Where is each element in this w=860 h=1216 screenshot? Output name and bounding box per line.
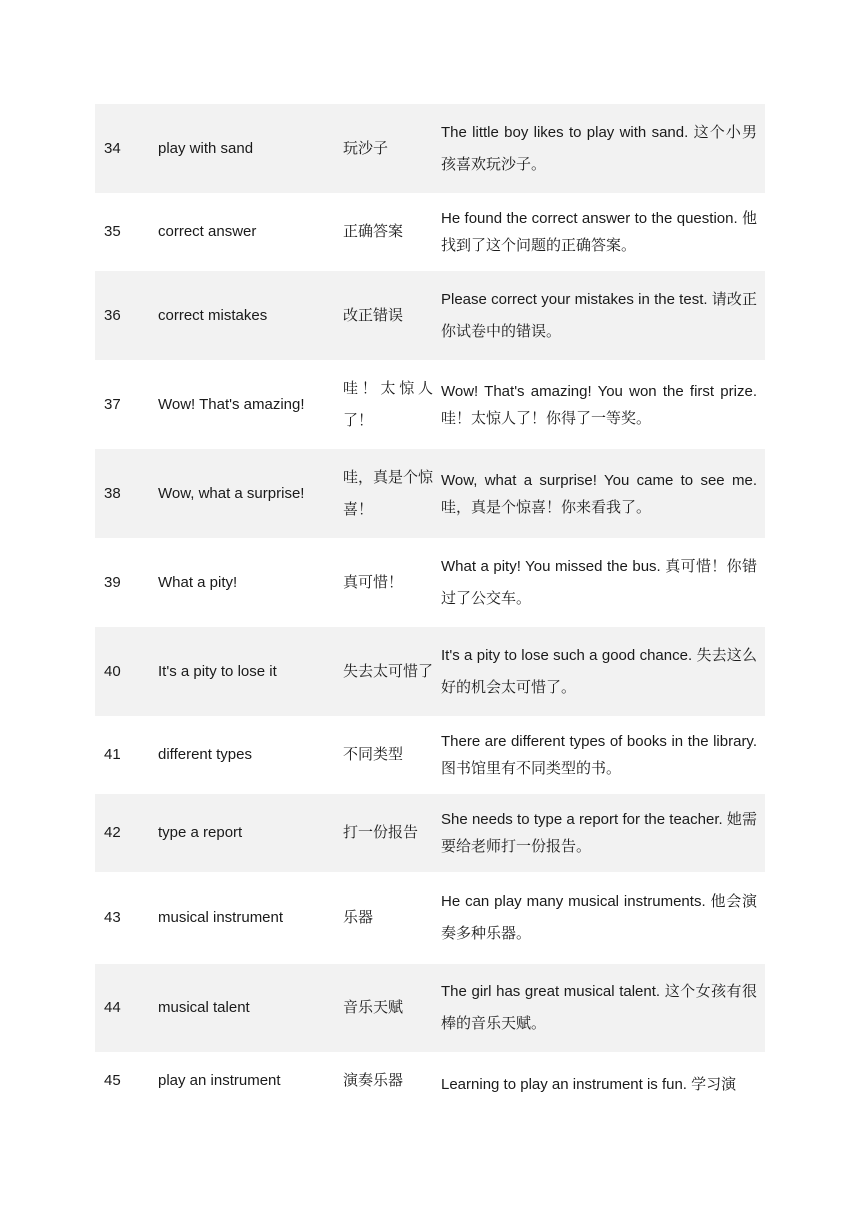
chinese-meaning: 哇！太惊人了！ bbox=[343, 379, 433, 429]
table-row bbox=[95, 716, 765, 794]
table-row bbox=[95, 271, 765, 360]
example-sentence: Wow, what a surprise! You came to see me. 哇，真是个惊喜！你来看我了。 bbox=[441, 471, 757, 516]
example-sentence: What a pity! You missed the bus. 真可惜！你错过了公交车。 bbox=[441, 557, 757, 607]
example-sentence: The little boy likes to play with sand. 这个小男孩喜欢玩沙子。 bbox=[441, 123, 757, 173]
table-row bbox=[95, 538, 765, 627]
example-sentence: The girl has great musical talent. 这个女孩有很棒的音乐天赋。 bbox=[441, 983, 757, 1032]
example-sentence: He found the correct answer to the question. 他找到了这个问题的正确答案。 bbox=[441, 210, 757, 254]
table-row bbox=[95, 360, 765, 449]
english-phrase: type a report bbox=[158, 824, 243, 841]
english-phrase: different types bbox=[158, 746, 252, 763]
row-number: 35 bbox=[104, 223, 121, 240]
english-phrase: musical instrument bbox=[158, 909, 284, 926]
chinese-meaning: 失去太可惜了 bbox=[343, 662, 434, 680]
english-phrase: It's a pity to lose it bbox=[158, 662, 277, 680]
example-sentence: He can play many musical instruments. 他会演奏多种乐器。 bbox=[441, 893, 757, 942]
chinese-meaning: 音乐天赋 bbox=[343, 999, 404, 1016]
row-number: 43 bbox=[104, 909, 121, 926]
english-phrase: play with sand bbox=[158, 139, 254, 157]
chinese-meaning: 真可惜！ bbox=[343, 573, 404, 591]
table-row bbox=[95, 964, 765, 1052]
row-number: 38 bbox=[104, 484, 121, 502]
english-phrase: Wow, what a surprise! bbox=[158, 484, 305, 502]
chinese-meaning: 乐器 bbox=[343, 909, 374, 926]
table-row bbox=[95, 794, 765, 872]
chinese-meaning: 玩沙子 bbox=[343, 139, 389, 157]
english-phrase: correct mistakes bbox=[158, 306, 268, 324]
row-number: 42 bbox=[104, 824, 121, 841]
chinese-meaning: 正确答案 bbox=[343, 223, 404, 240]
example-sentence: It's a pity to lose such a good chance. 失去这么好的机会太可惜了。 bbox=[441, 646, 757, 696]
english-phrase: Wow! That's amazing! bbox=[158, 395, 305, 413]
row-number: 45 bbox=[104, 1072, 121, 1089]
english-phrase: play an instrument bbox=[158, 1072, 281, 1089]
example-sentence: Wow! That's amazing! You won the first prize. 哇！太惊人了！你得了一等奖。 bbox=[441, 382, 757, 427]
english-phrase: correct answer bbox=[158, 223, 257, 240]
row-number: 37 bbox=[104, 395, 121, 413]
row-number: 36 bbox=[104, 306, 121, 324]
chinese-meaning: 改正错误 bbox=[343, 306, 404, 324]
table-row bbox=[95, 193, 765, 271]
row-number: 40 bbox=[104, 662, 121, 680]
chinese-meaning: 打一份报告 bbox=[343, 824, 419, 841]
row-number: 34 bbox=[104, 139, 121, 157]
example-sentence: Learning to play an instrument is fun. 学习演 bbox=[441, 1076, 737, 1093]
table-row bbox=[95, 104, 765, 193]
chinese-meaning: 不同类型 bbox=[343, 746, 404, 763]
english-phrase: musical talent bbox=[158, 999, 250, 1016]
table-row bbox=[95, 627, 765, 716]
row-number: 44 bbox=[104, 999, 121, 1016]
table-row bbox=[95, 449, 765, 538]
example-sentence: Please correct your mistakes in the test. 请改正你试卷中的错误。 bbox=[441, 290, 757, 340]
row-number: 41 bbox=[104, 746, 121, 763]
row-number: 39 bbox=[104, 573, 121, 591]
chinese-meaning: 演奏乐器 bbox=[343, 1072, 404, 1089]
chinese-meaning: 哇，真是个惊喜！ bbox=[343, 468, 434, 518]
table-row bbox=[95, 1052, 765, 1112]
english-phrase: What a pity! bbox=[158, 573, 238, 591]
example-sentence: She needs to type a report for the teacher. 她需要给老师打一份报告。 bbox=[441, 811, 757, 855]
table-row bbox=[95, 872, 765, 964]
example-sentence: There are different types of books in the library. 图书馆里有不同类型的书。 bbox=[441, 733, 757, 777]
